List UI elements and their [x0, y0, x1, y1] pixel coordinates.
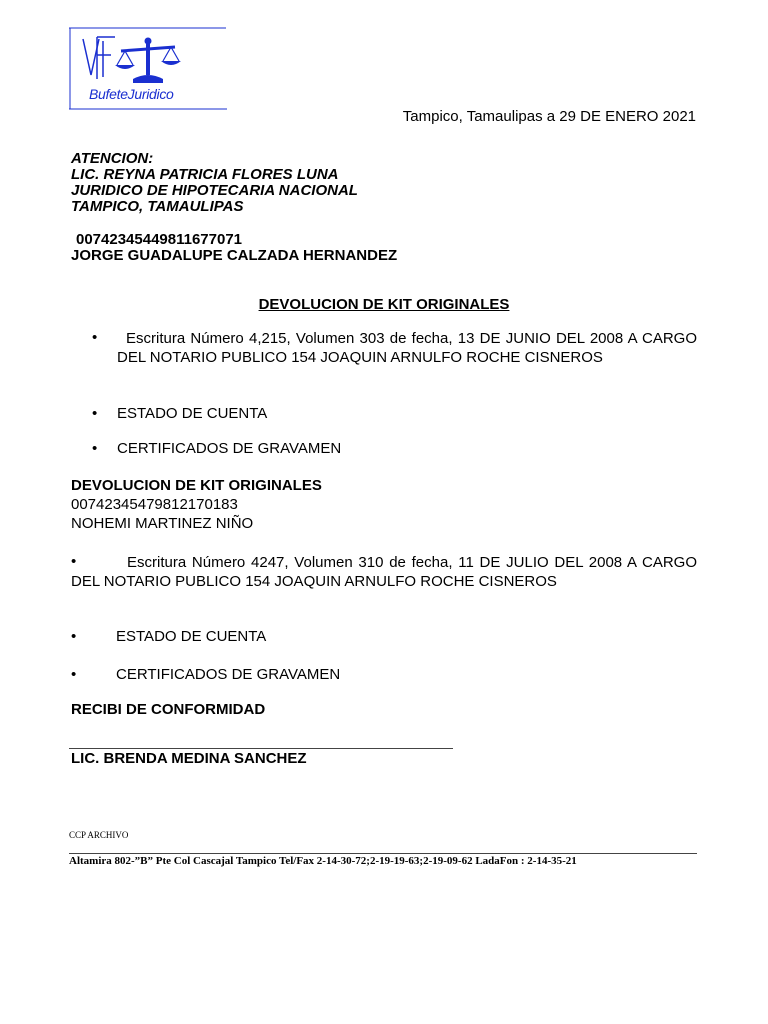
- bullet-icon: •: [71, 666, 77, 683]
- attention-department: JURIDICO DE HIPOTECARIA NACIONAL: [71, 182, 358, 199]
- bullet-icon: •: [92, 405, 98, 422]
- signatory-name: LIC. BRENDA MEDINA SANCHEZ: [71, 750, 307, 767]
- letterhead-logo: [69, 27, 227, 110]
- document-title: DEVOLUCION DE KIT ORIGINALES: [258, 296, 510, 313]
- bullet-icon: •: [92, 329, 98, 346]
- logo-text: BufeteJuridico: [89, 86, 174, 102]
- footer-address: Altamira 802-”B” Pte Col Cascajal Tampico Tel/Fax 2-14-30-72;2-19-19-63;2-19-09-62 LadaFon : 2-14-35-21: [69, 855, 577, 867]
- ccp-note: CCP ARCHIVO: [69, 830, 129, 840]
- second-heading: DEVOLUCION DE KIT ORIGINALES: [71, 477, 322, 494]
- second-item-certificates: CERTIFICADOS DE GRAVAMEN: [116, 666, 341, 683]
- receipt-label: RECIBI DE CONFORMIDAD: [71, 701, 266, 718]
- attention-heading: ATENCION:: [71, 150, 154, 167]
- second-item-deed: Escritura Número 4247, Volumen 310 de fecha, 11 DE JULIO DEL 2008 A CARGO DEL NOTARIO PUBLICO 154 JOAQUIN ARNULFO ROCHE CISNEROS: [71, 554, 697, 590]
- footer-divider: [69, 853, 697, 854]
- attention-city: TAMPICO, TAMAULIPAS: [71, 198, 244, 215]
- second-client-account: 00742345479812170183: [71, 496, 238, 513]
- bullet-icon: •: [92, 440, 98, 457]
- first-item-certificates: CERTIFICADOS DE GRAVAMEN: [117, 440, 342, 457]
- first-item-account-statement: ESTADO DE CUENTA: [117, 405, 268, 422]
- signature-line: [69, 748, 453, 749]
- first-client-name: JORGE GUADALUPE CALZADA HERNANDEZ: [71, 247, 398, 264]
- bullet-icon: •: [71, 553, 77, 570]
- second-item-account-statement: ESTADO DE CUENTA: [116, 628, 267, 645]
- bullet-icon: •: [71, 628, 77, 645]
- first-item-deed: Escritura Número 4,215, Volumen 303 de fecha, 13 DE JUNIO DEL 2008 A CARGO DEL NOTARIO PUBLICO 154 JOAQUIN ARNULFO ROCHE CISNEROS: [117, 330, 697, 366]
- attention-name: LIC. REYNA PATRICIA FLORES LUNA: [71, 166, 339, 183]
- first-client-account: 00742345449811677071: [76, 231, 243, 248]
- date-line: Tampico, Tamaulipas a 29 DE ENERO 2021: [402, 108, 696, 125]
- second-client-name: NOHEMI MARTINEZ NIÑO: [71, 515, 254, 532]
